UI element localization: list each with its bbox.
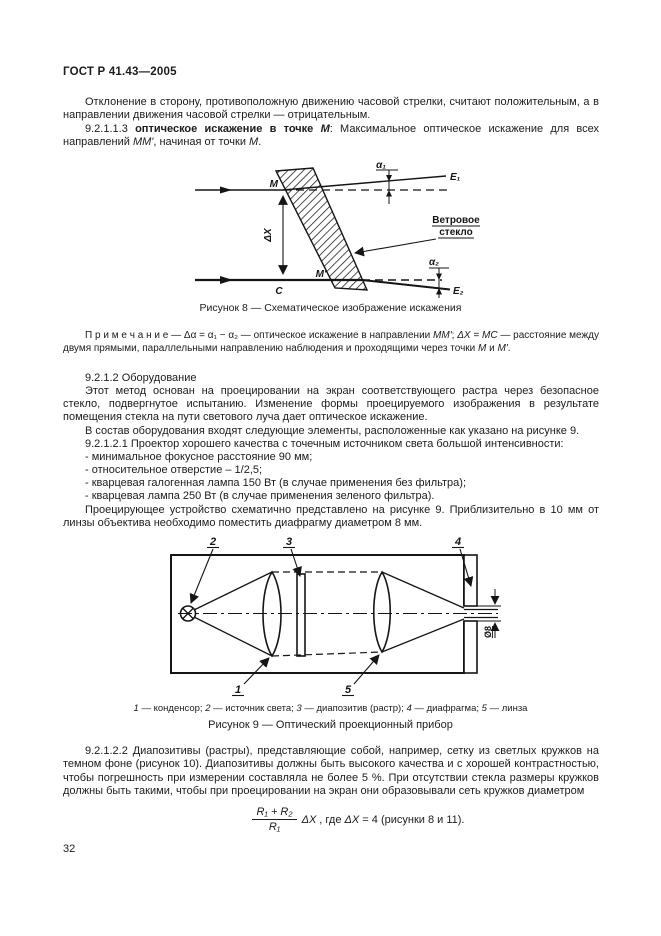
formula-numerator: R₁ + R₂ xyxy=(252,806,296,820)
ray-source-to-lens-bottom xyxy=(194,617,272,656)
callout-2-leader xyxy=(191,549,213,603)
label-windshield-line2: стекло xyxy=(439,227,473,238)
paragraph-9-2-1-2-1: 9.2.1.2.1 Проектор хорошего качества с точечным источником света большой интенсивности: xyxy=(85,437,564,450)
intro-paragraphs xyxy=(63,96,599,149)
document-header: ГОСТ Р 41.43—2005 xyxy=(63,66,177,78)
figure-8-distortion-schematic xyxy=(150,160,530,302)
paragraph-method: Этот метод основан на проецировании на экран соответствующего растра через безопасное стекло, подвергнутое испытанию. Изменение формы проецируемого изображения в результате помещения стекла на пути светового луча дает оптическое искажение. xyxy=(63,385,599,424)
callout-5-lens: 5 xyxy=(344,684,352,696)
ray-dashed-bottom xyxy=(272,652,382,656)
windshield-leader-line xyxy=(355,239,436,253)
formula-factor: ΔX xyxy=(301,813,317,826)
figure-8-caption: Рисунок 8 — Схематическое изображение искажения xyxy=(199,302,462,314)
paragraph-9-2-1-2-2: 9.2.1.2.2 Диапозитивы (растры), представляющие собой, например, сетку из светлых кружков на темном фоне (рисунок 10). Диапозитивы должны быть высокого качества и с хорошей контрастностью, чтобы погрешность при измерении составляла не более 5 %. При отсутствии стекла размеры кружков должны быть такими, чтобы при проецировании на экран они образовывали сеть кружков диаметром xyxy=(63,745,599,798)
paragraph-9-2-1-1-3: 9.2.1.1.3 оптическое искажение в точке М: Максимальное оптическое искажение для всех направлений ММ', начиная от точки М. xyxy=(63,122,599,149)
page-number: 32 xyxy=(63,843,76,855)
label-alpha2: α₂ xyxy=(428,257,440,268)
callout-2-source: 2 xyxy=(209,536,217,548)
callout-1-condenser: 1 xyxy=(234,684,242,696)
callout-3-slide: 3 xyxy=(285,536,293,548)
list-item-aperture: - относительное отверстие – 1/2,5; xyxy=(85,464,263,477)
diaphragm-top-plate xyxy=(464,555,477,606)
upper-ray-arrowhead xyxy=(220,187,232,194)
paragraph-deviation: Отклонение в сторону, противоположную движению часовой стрелки, считают положительным, а в направлении движения часовой стрелки — отрицательным. xyxy=(63,96,599,122)
alpha2-arrow-down xyxy=(436,274,442,281)
label-aperture-diameter: Ø8 xyxy=(483,625,493,639)
paragraph-projector-device: Проецирующее устройство схематично представлено на рисунке 9. Приблизительно в 10 мм от линзы объектива необходимо поместить диафрагму диаметром 8 мм. xyxy=(63,503,599,529)
label-m-prime: M' xyxy=(315,269,327,280)
list-item-halogen-lamp: - кварцевая галогенная лампа 150 Вт (в случае применения без фильтра); xyxy=(85,477,467,490)
note-paragraph: П р и м е ч а н и е — Δα = α₁ − α₂ — оптическое искажение в направлении ММ'; ΔX = МС — расстояние между двумя прямыми, параллельными направлению наблюдения и проходящими через точки М и М'. xyxy=(63,330,600,354)
figure-9-caption: Рисунок 9 — Оптический проекционный прибор xyxy=(208,719,453,731)
objective-lens xyxy=(374,572,391,652)
label-e2: E₂ xyxy=(453,286,464,297)
callout-1-leader xyxy=(244,658,269,684)
label-windshield-line1: Ветровое xyxy=(432,215,480,226)
formula-block xyxy=(63,806,599,833)
lower-ray-arrowhead xyxy=(220,276,233,284)
slide-raster xyxy=(297,574,305,656)
ray-converge-top xyxy=(382,572,464,608)
figure-9-projector-schematic xyxy=(160,531,512,699)
diaphragm-bottom-plate xyxy=(464,621,477,673)
label-m: M xyxy=(269,179,278,190)
list-item-focal-length: - минимальное фокусное расстояние 90 мм; xyxy=(85,450,313,463)
heading-9-2-1-2: 9.2.1.2 Оборудование xyxy=(85,372,197,384)
callout-5-leader xyxy=(354,655,379,684)
note-block xyxy=(63,329,599,355)
figure-9-legend: 1 — конденсор; 2 — источник света; 3 — диапозитив (растр); 4 — диафрагма; 5 — линза xyxy=(133,703,528,714)
alpha1-arrow-up xyxy=(386,190,392,197)
formula-fraction xyxy=(252,806,296,833)
formula-denominator: R₁ xyxy=(268,821,281,833)
paragraph-equipment-list-intro: В состав оборудования входят следующие элементы, расположенные как указано на рисунке 9. xyxy=(85,424,580,437)
label-c: C xyxy=(275,286,283,297)
label-alpha1: α₁ xyxy=(376,160,386,171)
ray-source-to-lens-top xyxy=(194,572,272,610)
label-delta-x: ΔX xyxy=(263,228,274,242)
label-e1: E₁ xyxy=(450,172,461,183)
ray-converge-bottom xyxy=(382,619,464,652)
equipment-section xyxy=(63,372,599,530)
callout-4-diaphragm: 4 xyxy=(454,536,462,548)
lower-refracted-ray xyxy=(362,280,450,290)
formula-condition: , где ΔX = 4 (рисунки 8 и 11). xyxy=(319,813,465,826)
slides-section xyxy=(63,745,599,798)
list-item-quartz-lamp: - кварцевая лампа 250 Вт (в случае применения зеленого фильтра). xyxy=(85,490,435,503)
